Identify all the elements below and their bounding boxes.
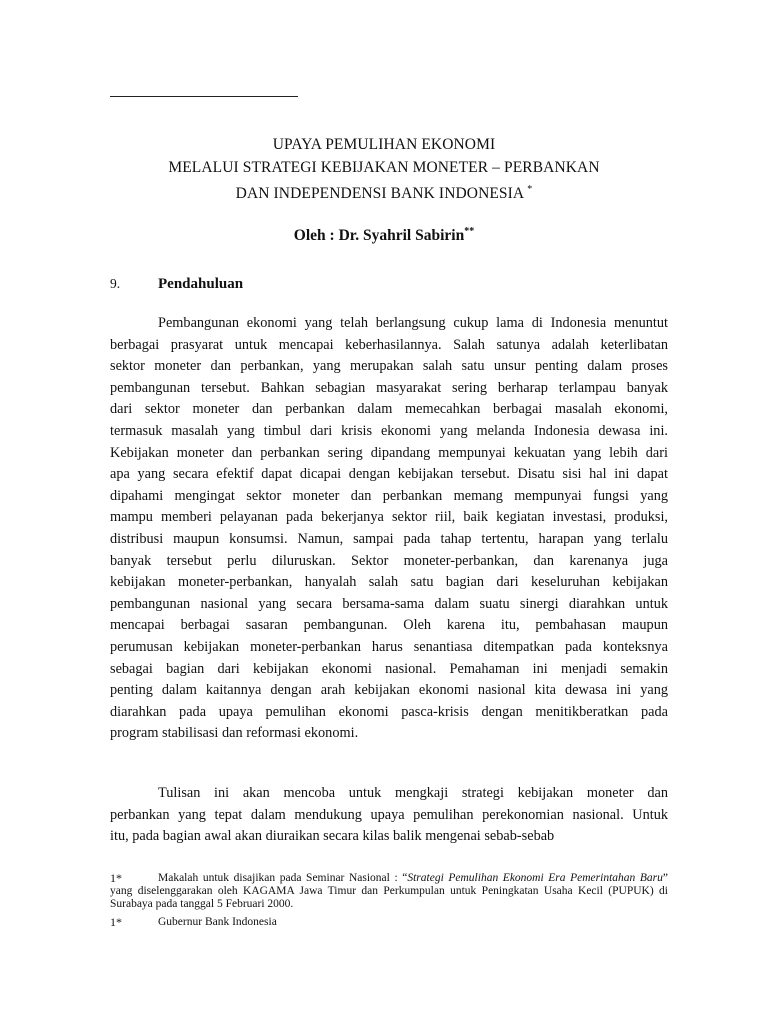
title-line-3-text: DAN INDEPENDENSI BANK INDONESIA <box>235 185 525 202</box>
footnote-1 <box>110 872 668 911</box>
paragraph-line: pembangunan nasional yang secara bersama-sama dalam suatu sinergi diarahkan untuk <box>110 595 668 612</box>
paragraph-line: perbankan yang tepat dalam mendukung upaya pemulihan perekonomian nasional. Untuk <box>110 806 668 823</box>
paragraph-line: termasuk masalah yang timbul dari krisis ekonomi yang melanda Indonesia dewasa ini. <box>110 422 668 439</box>
author-name: Oleh : Dr. Syahril Sabirin <box>293 227 465 244</box>
paragraph-line: dari sektor moneter dan perbankan dalam memecahkan berbagai masalah ekonomi, <box>110 401 668 418</box>
paragraph-line: apa yang secara efektif dapat dicapai dengan kebijakan tersebut. Disatu sisi hal ini dapat <box>110 466 668 483</box>
footnote-1-prefix: Makalah untuk disajikan pada Seminar Nasional : “ <box>158 872 408 884</box>
footnote-1-mark: 1* <box>110 871 122 885</box>
paragraph-line: Kebijakan moneter dan perbankan sering dipandang mempunyai kekuatan yang lebih dari <box>110 444 668 461</box>
section-number: 9. <box>110 276 121 291</box>
paragraph-line: Tulisan ini akan mencoba untuk mengkaji strategi kebijakan moneter dan <box>158 785 668 801</box>
footnote-2-mark: 1* <box>110 915 122 929</box>
paragraph-line: mencapai berbagai sasaran pembangunan. Oleh karena itu, pembahasan maupun <box>110 617 668 634</box>
paragraph-line: banyak tersebut perlu diluruskan. Sektor moneter-perbankan, dan karenanya juga <box>110 552 668 569</box>
paragraph-line: berbagai prasyarat untuk mencapai keberhasilannya. Salah satunya adalah keterlibatan <box>110 336 668 353</box>
title-line-2: MELALUI STRATEGI KEBIJAKAN MONETER – PERBANKAN <box>168 158 600 176</box>
paragraph-line: mampu memberi pelayanan pada bekerjanya sektor riil, baik kegiatan investasi, produksi, <box>110 509 668 526</box>
paragraph-line: penting dalam kaitannya dengan arah kebijakan ekonomi nasional kita dewasa ini yang <box>110 682 668 699</box>
title-line-1: UPAYA PEMULIHAN EKONOMI <box>272 136 496 153</box>
header-rule <box>110 96 298 97</box>
paragraph-1 <box>110 313 668 745</box>
section-heading <box>110 276 243 293</box>
paragraph-line: diarahkan pada upaya pemulihan ekonomi pasca-krisis dengan menitikberatkan pada <box>110 703 668 720</box>
author-line <box>0 226 768 245</box>
paragraph-line: program stabilisasi dan reformasi ekonomi. <box>110 725 359 742</box>
paragraph-line: pembangunan tersebut. Bahkan sebagian masyarakat sering berharap terlampau banyak <box>110 379 668 396</box>
section-title: Pendahuluan <box>158 276 244 292</box>
author-footnote-mark: ** <box>464 226 475 237</box>
paragraph-line: sebagai bagian dari kebijakan ekonomi nasional. Pemahaman ini menjadi semakin <box>110 660 668 677</box>
footnote-1-suffix: ” yang diselenggarakan oleh KAGAMA Jawa Timur dan Perkumpulan untuk Peningkatan Usaha Kecil (PUPUK) di Surabaya pada tanggal 5 Februari 2000. <box>110 872 668 910</box>
footnote-2 <box>110 916 668 929</box>
paragraph-line: kebijakan moneter-perbankan, hanyalah salah satu bagian dari keseluruhan kebijakan <box>110 574 668 591</box>
paragraph-line: distribusi maupun konsumsi. Namun, sampai pada tahap tertentu, harapan yang terlalu <box>110 530 668 547</box>
paragraph-line: itu, pada bagian awal akan diuraikan secara kilas balik mengenai sebab-sebab <box>110 828 555 845</box>
title-footnote-mark: * <box>527 184 533 195</box>
paragraph-line: dipahami mengingat sektor moneter dan perbankan memang mempunyai fungsi yang <box>110 487 668 504</box>
footnote-2-text: Gubernur Bank Indonesia <box>158 916 277 928</box>
paragraph-line: Pembangunan ekonomi yang telah berlangsung cukup lama di Indonesia menuntut <box>158 315 668 331</box>
footnote-1-text <box>110 872 668 911</box>
paragraph-line: sektor moneter dan perbankan, yang merupakan salah satu unsur penting dalam proses <box>110 358 668 375</box>
paragraph-2 <box>110 783 668 848</box>
footnote-1-italic: Strategi Pemulihan Ekonomi Era Pemerintahan Baru <box>407 872 663 884</box>
paragraph-line: perumusan kebijakan moneter-perbankan harus senantiasa ditempatkan pada konteksnya <box>110 638 668 655</box>
title-line-3 <box>0 179 768 206</box>
document-title <box>0 134 768 206</box>
